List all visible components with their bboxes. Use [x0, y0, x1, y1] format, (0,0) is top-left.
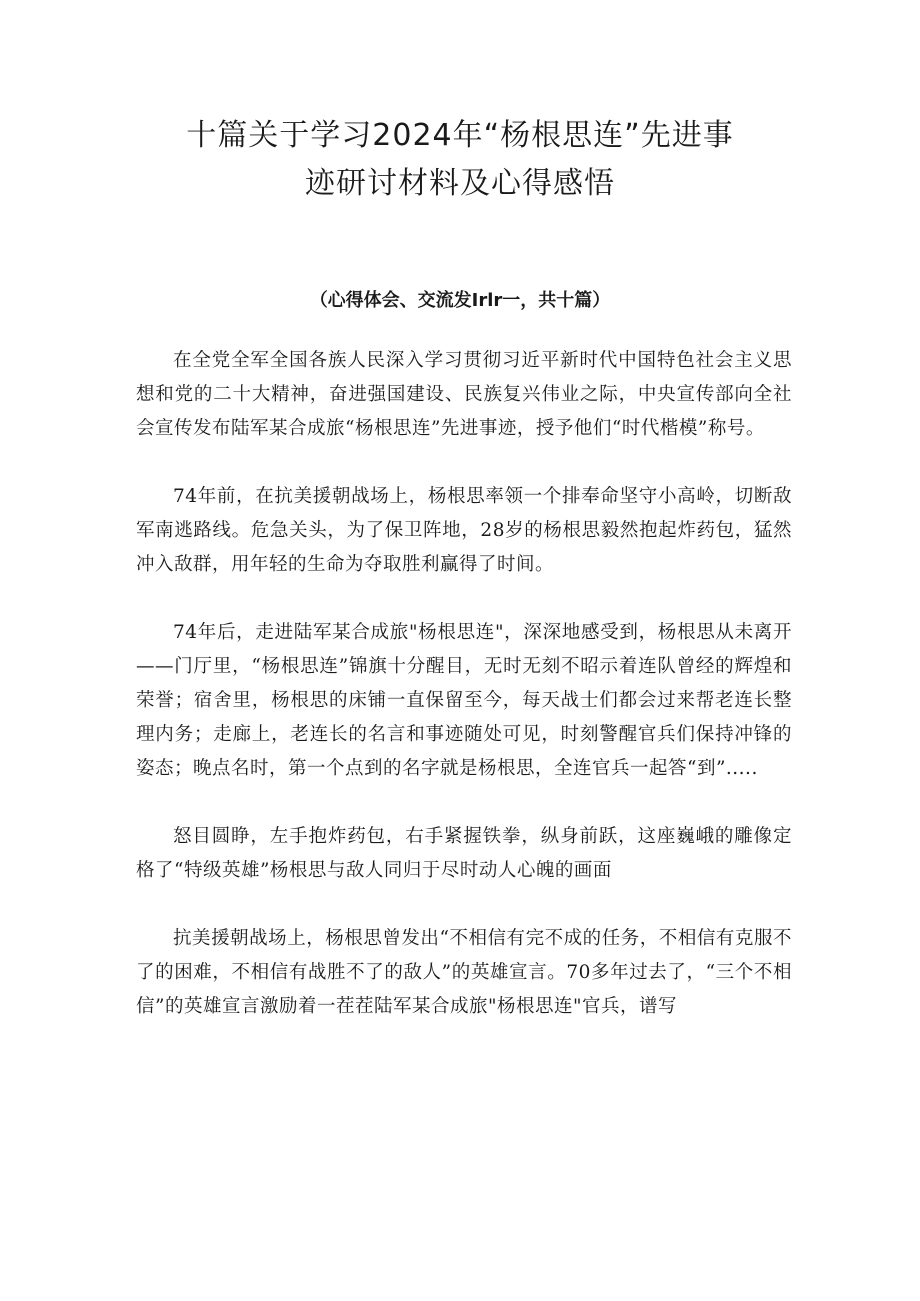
title-line-2: 迹研讨材料及心得感悟 — [305, 166, 615, 201]
document-body — [136, 344, 792, 1058]
paragraph-2: 74年前，在抗美援朝战场上，杨根思率领一个排奉命坚守小高岭，切断敌军南逃路线。危急关头，为了保卫阵地，28岁的杨根思毅然抱起炸药包，猛然冲入敌群，用年轻的生命为夺取胜利赢得了时间。 — [136, 486, 792, 575]
title-line-1: 十篇关于学习2024年“杨根思连”先进事 — [186, 118, 734, 153]
paragraph-3: 74年后，走进陆军某合成旅"杨根思连"，深深地感受到，杨根思从未离开——门厅里，“杨根思连”锦旗十分醒目，无时无刻不昭示着连队曾经的辉煌和荣誉；宿舍里，杨根思的床铺一直保留至今，每天战士们都会过来帮老连长整理内务；走廊上，老连长的名言和事迹随处可见，时刻警醒官兵们保持冲锋的姿态；晚点名时，第一个点到的名字就是杨根思，全连官兵一起答“到”..... — [136, 622, 792, 779]
paragraph-1: 在全党全军全国各族人民深入学习贯彻习近平新时代中国特色社会主义思想和党的二十大精神，奋进强国建设、民族复兴伟业之际，中央宣传部向全社会宣传发布陆军某合成旅“杨根思连”先进事迹，授予他们“时代楷模”称号。 — [136, 350, 792, 439]
document-subtitle: （心得体会、交流发Irlr一，共十篇） — [309, 290, 611, 311]
document-title — [110, 112, 810, 208]
paragraph-5: 抗美援朝战场上，杨根思曾发出“不相信有完不成的任务，不相信有克服不了的困难，不相信有战胜不了的敌人”的英雄宣言。70多年过去了，“三个不相信”的英雄宣言激励着一茬茬陆军某合成旅"杨根思连"官兵，谱写 — [136, 928, 792, 1017]
paragraph-4: 怒目圆睁，左手抱炸药包，右手紧握铁拳，纵身前跃，这座巍峨的雕像定格了“特级英雄”杨根思与敌人同归于尽时动人心魄的画面 — [136, 826, 792, 881]
